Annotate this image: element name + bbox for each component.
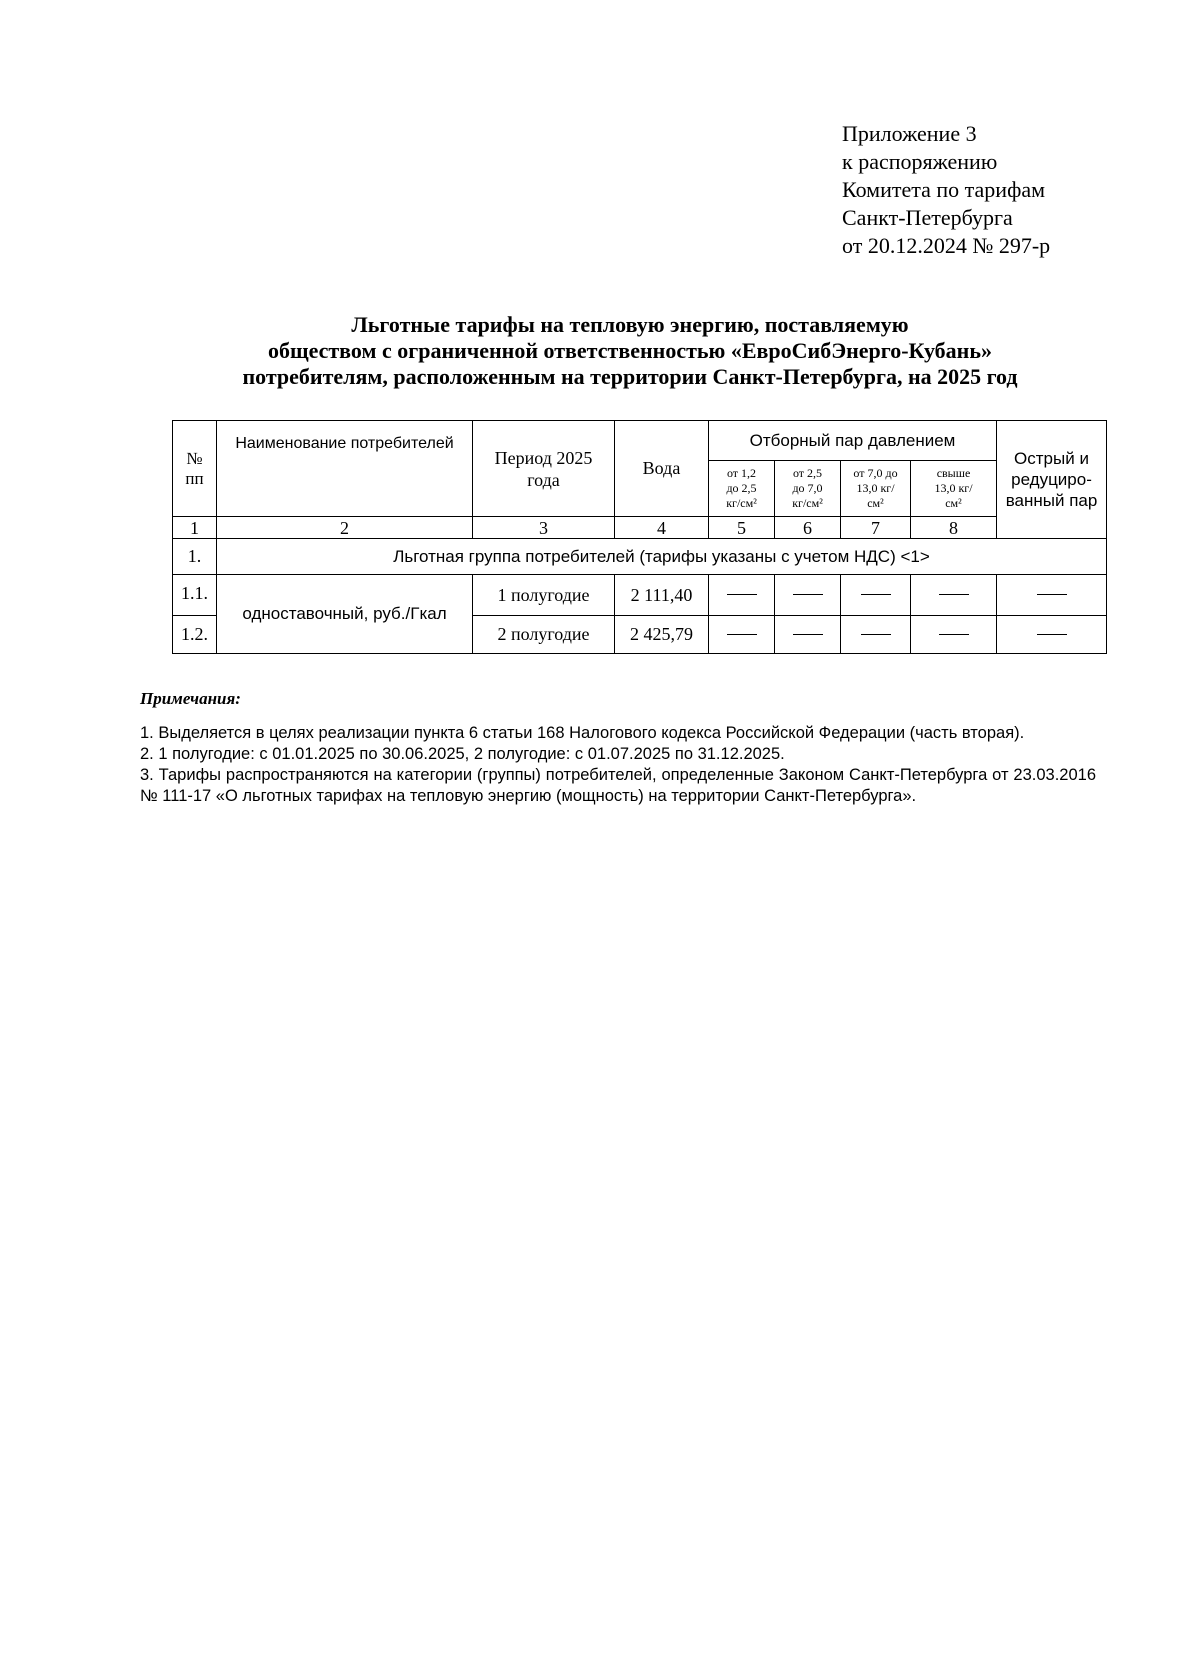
header-water: Вода: [615, 421, 709, 517]
empty-cell-dash: [911, 616, 997, 654]
header-sharp-steam: Острый и редуциро-ванный пар: [997, 421, 1107, 539]
empty-cell-dash: [709, 616, 775, 654]
row-num: 1.1.: [173, 575, 217, 616]
title-line: Льготные тарифы на тепловую энергию, поставляемую: [351, 312, 909, 337]
notes-block: [140, 688, 1096, 807]
column-number: 4: [615, 517, 709, 539]
empty-cell-dash: [841, 616, 911, 654]
appendix-line: Приложение 3: [842, 121, 977, 146]
column-number-row: [173, 517, 1107, 539]
appendix-block: [842, 120, 1050, 260]
table-row: [173, 575, 1107, 616]
tariff-table: [172, 420, 1107, 654]
title-line: обществом с ограниченной ответственностью «ЕвроСибЭнерго-Кубань»: [268, 338, 992, 363]
group-num: 1.: [173, 539, 217, 575]
column-number: 2: [217, 517, 473, 539]
empty-cell-dash: [841, 575, 911, 616]
note-item: 3. Тарифы распространяются на категории (группы) потребителей, определенные Законом Санкт-Петербурга от 23.03.2016 № 111-17 «О льготных тарифах на тепловую энергию (мощность) на территории Санкт-Петербурга».: [140, 766, 1096, 805]
empty-cell-dash: [709, 575, 775, 616]
header-steam-col: от 1,2 до 2,5 кг/см²: [709, 461, 775, 517]
header-steam-col: свыше 13,0 кг/см²: [911, 461, 997, 517]
header-period: Период 2025 года: [473, 421, 615, 517]
empty-cell-dash: [997, 616, 1107, 654]
header-steam-col: от 7,0 до 13,0 кг/см²: [841, 461, 911, 517]
group-row: [173, 539, 1107, 575]
column-number: 8: [911, 517, 997, 539]
empty-cell-dash: [775, 575, 841, 616]
empty-cell-dash: [997, 575, 1107, 616]
appendix-line: от 20.12.2024 № 297-р: [842, 233, 1051, 258]
row-period: 2 полугодие: [473, 616, 615, 654]
row-num: 1.2.: [173, 616, 217, 654]
header-steam-group: Отборный пар давлением: [709, 421, 997, 461]
header-row-top: [173, 421, 1107, 461]
note-item: 2. 1 полугодие: с 01.01.2025 по 30.06.2025, 2 полугодие: с 01.07.2025 по 31.12.2025.: [140, 745, 785, 763]
appendix-line: к распоряжению: [842, 149, 998, 174]
column-number: 3: [473, 517, 615, 539]
column-number: 6: [775, 517, 841, 539]
appendix-line: Санкт-Петербурга: [842, 205, 1013, 230]
consumer-type: одноставочный, руб./Гкал: [217, 575, 473, 654]
column-number: 1: [173, 517, 217, 539]
appendix-line: Комитета по тарифам: [842, 177, 1046, 202]
row-water-value: 2 111,40: [615, 575, 709, 616]
header-steam-col: от 2,5 до 7,0 кг/см²: [775, 461, 841, 517]
header-name: Наименование потребителей: [217, 421, 473, 517]
row-water-value: 2 425,79: [615, 616, 709, 654]
document-title: [170, 312, 1090, 390]
group-label: Льготная группа потребителей (тарифы указаны с учетом НДС) <1>: [217, 539, 1107, 575]
header-num: № пп: [173, 421, 217, 517]
note-item: 1. Выделяется в целях реализации пункта 6 статьи 168 Налогового кодекса Российской Федерации (часть вторая).: [140, 724, 1025, 742]
empty-cell-dash: [775, 616, 841, 654]
column-number: 5: [709, 517, 775, 539]
notes-title: Примечания:: [140, 689, 241, 708]
row-period: 1 полугодие: [473, 575, 615, 616]
empty-cell-dash: [911, 575, 997, 616]
column-number: 7: [841, 517, 911, 539]
title-line: потребителям, расположенным на территории Санкт-Петербурга, на 2025 год: [242, 364, 1018, 389]
